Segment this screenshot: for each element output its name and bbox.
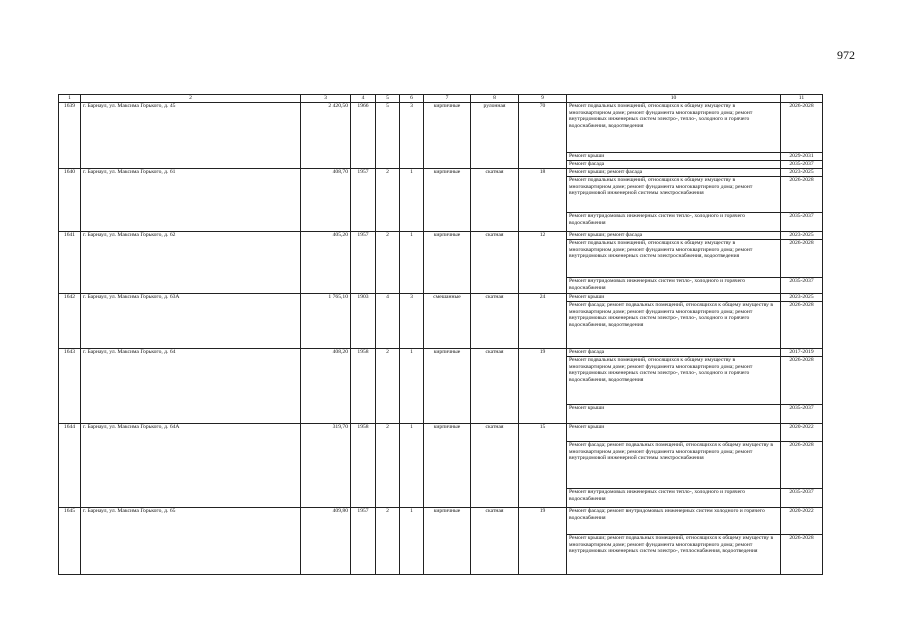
wall-material: кирпичные [424,169,471,232]
construction-year: 1958 [351,424,376,508]
floor-count: 2 [376,169,400,232]
work-period: 2035-2037 [781,213,823,232]
work-type: Ремонт внутридомовых инженерных систем тепло-, холодного и горячего водоснабжения [567,213,781,232]
house-id: 1643 [59,349,81,424]
work-period: 2026-2028 [781,442,823,489]
column-number-8: 8 [471,95,519,103]
floor-count: 5 [376,103,400,169]
entrance-count: 1 [400,349,424,424]
column-number-1: 1 [59,95,81,103]
house-address: г. Барнаул, ул. Максима Горького, д. 61 [81,169,301,232]
house-id: 1644 [59,424,81,508]
column-number-5: 5 [376,95,400,103]
house-id: 1645 [59,508,81,575]
floor-count: 2 [376,232,400,294]
wear-percent: 15 [519,424,567,508]
table-row [59,103,823,153]
page-number: 972 [837,48,855,62]
work-period: 2035-2037 [781,405,823,424]
house-id: 1641 [59,232,81,294]
work-type: Ремонт крыши [567,294,781,302]
work-type: Ремонт фасада [567,349,781,357]
house-area: 405,20 [301,232,351,294]
work-type: Ремонт крыши [567,153,781,161]
column-number-11: 11 [781,95,823,103]
work-type: Ремонт крыши; ремонт фасада [567,232,781,240]
wear-percent: 24 [519,294,567,349]
roof-type: скатная [471,508,519,575]
wear-percent: 18 [519,169,567,232]
work-type: Ремонт крыши [567,405,781,424]
floor-count: 2 [376,508,400,575]
work-period: 2026-2028 [781,177,823,213]
floor-count: 2 [376,349,400,424]
work-period: 2023-2025 [781,294,823,302]
roof-type: скатная [471,424,519,508]
table-body [59,103,823,575]
table-header [59,95,823,103]
house-area: 319,70 [301,424,351,508]
wear-percent: 12 [519,232,567,294]
house-address: г. Барнаул, ул. Максима Горького, д. 45 [81,103,301,169]
roof-type: скатная [471,294,519,349]
roof-type: скатная [471,349,519,424]
work-period: 2026-2028 [781,240,823,278]
wall-material: кирпичные [424,424,471,508]
entrance-count: 3 [400,294,424,349]
work-period: 2026-2028 [781,357,823,405]
work-type: Ремонт фасада; ремонт подвальных помещений, относящихся к общему имуществу в многоквартирном доме; ремонт фундамента многоквартирного дома; ремонт внутридомовых инженерных систем электро-, тепло-, холодного и горячего водоснабжения, водоотведения [567,302,781,349]
work-type: Ремонт подвальных помещений, относящихся к общему имуществу в многоквартирном доме; ремонт фундамента многоквартирного дома; ремонт внутридомовой инженерной системы электроснабжения [567,177,781,213]
work-type: Ремонт фасада; ремонт внутридомовых инженерных систем холодного и горячего водоснабжения [567,508,781,535]
house-address: г. Барнаул, ул. Максима Горького, д. 64 [81,349,301,424]
work-period: 2023-2025 [781,232,823,240]
roof-type: скатная [471,169,519,232]
wall-material: кирпичные [424,232,471,294]
house-address: г. Барнаул, ул. Максима Горького, д. 62 [81,232,301,294]
work-period: 2035-2037 [781,278,823,294]
work-type: Ремонт крыши; ремонт фасада [567,169,781,177]
entrance-count: 1 [400,424,424,508]
entrance-count: 3 [400,103,424,169]
work-type: Ремонт фасада; ремонт подвальных помещений, относящихся к общему имуществу в многоквартирном доме; ремонт фундамента многоквартирного дома; ремонт внутридомовой инженерной системы электроснабжения [567,442,781,489]
work-type: Ремонт подвальных помещений, относящихся к общему имуществу в многоквартирном доме; ремонт фундамента многоквартирного дома; ремонт внутридомовых инженерных систем электро-, тепло-, холодного и горячего водоснабжения, водоотведения [567,357,781,405]
house-id: 1640 [59,169,81,232]
house-id: 1639 [59,103,81,169]
house-area: 408,70 [301,169,351,232]
table-row [59,349,823,357]
house-area: 1 765,10 [301,294,351,349]
wear-percent: 70 [519,103,567,169]
house-area: 409,80 [301,508,351,575]
construction-year: 1966 [351,103,376,169]
overhaul-register-table [58,94,823,575]
column-number-7: 7 [424,95,471,103]
wall-material: кирпичные [424,103,471,169]
work-type: Ремонт внутридомовых инженерных систем тепло-, холодного и горячего водоснабжения [567,278,781,294]
house-area: 2 420,50 [301,103,351,169]
work-period: 2026-2028 [781,535,823,575]
work-period: 2020-2022 [781,424,823,442]
work-type: Ремонт крыши [567,424,781,442]
construction-year: 1958 [351,349,376,424]
work-type: Ремонт внутридомовых инженерных систем тепло-, холодного и горячего водоснабжения [567,489,781,508]
table-row [59,424,823,442]
construction-year: 1957 [351,232,376,294]
table-row [59,232,823,240]
construction-year: 1957 [351,169,376,232]
house-area: 408,20 [301,349,351,424]
work-period: 2017-2019 [781,349,823,357]
wear-percent: 19 [519,349,567,424]
wall-material: смешанные [424,294,471,349]
work-period: 2020-2022 [781,508,823,535]
work-period: 2029-2031 [781,153,823,161]
column-number-6: 6 [400,95,424,103]
table-row [59,294,823,302]
house-id: 1642 [59,294,81,349]
roof-type: рулонная [471,103,519,169]
column-number-2: 2 [81,95,301,103]
floor-count: 4 [376,294,400,349]
column-number-row [59,95,823,103]
work-period: 2035-2037 [781,161,823,169]
work-period: 2023-2025 [781,169,823,177]
work-type: Ремонт подвальных помещений, относящихся к общему имуществу в многоквартирном доме; ремонт фундамента многоквартирного дома; ремонт внутридомовых инженерных систем электроснабжения, водоотведения [567,240,781,278]
construction-year: 1903 [351,294,376,349]
column-number-4: 4 [351,95,376,103]
wall-material: кирпичные [424,349,471,424]
work-type: Ремонт фасада [567,161,781,169]
floor-count: 2 [376,424,400,508]
house-address: г. Барнаул, ул. Максима Горького, д. 63А [81,294,301,349]
work-type: Ремонт крыши; ремонт подвальных помещений, относящихся к общему имуществу в многоквартирном доме; ремонт фундамента многоквартирного дома; ремонт внутридомовых инженерных систем электро-, теплоснабжения, водоотведения [567,535,781,575]
entrance-count: 1 [400,169,424,232]
entrance-count: 1 [400,232,424,294]
entrance-count: 1 [400,508,424,575]
work-period: 2026-2028 [781,103,823,153]
column-number-3: 3 [301,95,351,103]
house-address: г. Барнаул, ул. Максима Горького, д. 64А [81,424,301,508]
work-period: 2035-2037 [781,489,823,508]
house-address: г. Барнаул, ул. Максима Горького, д. 65 [81,508,301,575]
column-number-10: 10 [567,95,781,103]
work-period: 2026-2028 [781,302,823,349]
work-type: Ремонт подвальных помещений, относящихся к общему имуществу в многоквартирном доме; ремонт фундамента многоквартирного дома; ремонт внутридомовых инженерных систем электро-, тепло-, холодного и горячего водоснабжения, водоотведения [567,103,781,153]
table-row [59,169,823,177]
wall-material: кирпичные [424,508,471,575]
construction-year: 1957 [351,508,376,575]
column-number-9: 9 [519,95,567,103]
table-row [59,508,823,535]
roof-type: скатная [471,232,519,294]
wear-percent: 19 [519,508,567,575]
